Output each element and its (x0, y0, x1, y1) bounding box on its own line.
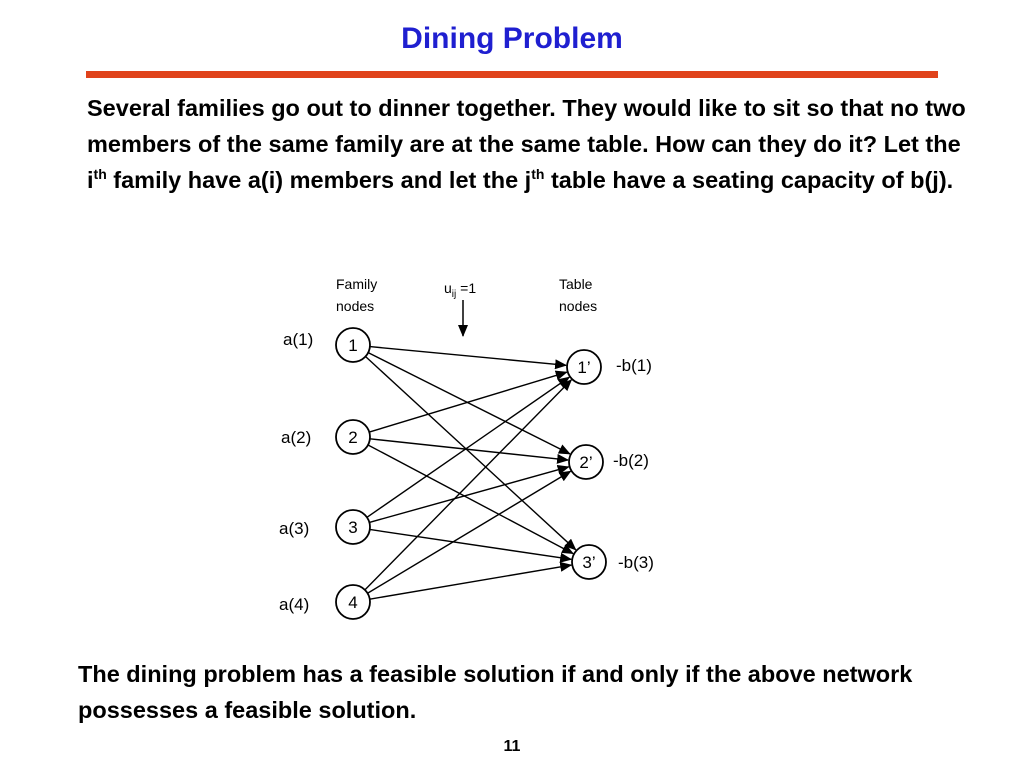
family-node-id-2: 2 (348, 428, 358, 447)
arcs-layer (365, 347, 576, 600)
problem-text-part2: family have a(i) members and let the j (106, 167, 532, 193)
arc-1-to-1 (370, 347, 566, 366)
page-number: 11 (503, 738, 521, 755)
family-node-label-3: a(3) (279, 519, 310, 538)
table-node-id-1: 1’ (577, 358, 591, 377)
table-header-line1: Table (559, 276, 593, 292)
nodes-layer (279, 328, 654, 619)
slide-title: Dining Problem (401, 22, 623, 55)
conclusion-text: The dining problem has a feasible solution if and only if the above network possesses a feasible solution. (78, 661, 913, 723)
arc-4-to-1 (365, 380, 571, 590)
family-node-id-1: 1 (348, 336, 358, 355)
family-node-id-4: 4 (348, 593, 358, 612)
family-node-label-2: a(2) (281, 428, 312, 447)
capacity-label-value: =1 (456, 280, 477, 296)
family-node-id-3: 3 (348, 518, 358, 537)
capacity-label (444, 280, 476, 300)
arc-1-to-2 (368, 353, 570, 454)
family-header-line1: Family (336, 276, 378, 292)
arc-2-to-3 (368, 445, 573, 554)
table-node-label-3: -b(3) (618, 553, 654, 572)
superscript-th-1: th (93, 166, 107, 182)
problem-text-part3: table have a seating capacity of b(j). (544, 167, 954, 193)
table-node-label-2: -b(2) (613, 451, 649, 470)
arc-4-to-2 (368, 471, 571, 593)
table-node-id-2: 2’ (579, 453, 593, 472)
family-node-label-4: a(4) (279, 595, 310, 614)
arc-3-to-1 (367, 377, 569, 517)
capacity-label-sub: ij (451, 289, 457, 300)
family-header-line2: nodes (336, 298, 375, 314)
arc-4-to-3 (370, 565, 571, 599)
table-node-label-1: -b(1) (616, 356, 652, 375)
arc-1-to-3 (366, 357, 576, 550)
capacity-label-base: u (444, 280, 452, 296)
arc-2-to-2 (370, 439, 568, 460)
arc-2-to-1 (369, 372, 567, 432)
superscript-th-2: th (531, 166, 545, 182)
table-node-id-3: 3’ (582, 553, 596, 572)
family-node-label-1: a(1) (283, 330, 314, 349)
problem-text-part1: Several families go out to dinner together. They would like to sit so that no two members of the same family are at the same table. How can they do it? Let the i (87, 95, 966, 193)
table-header-line2: nodes (559, 298, 598, 314)
